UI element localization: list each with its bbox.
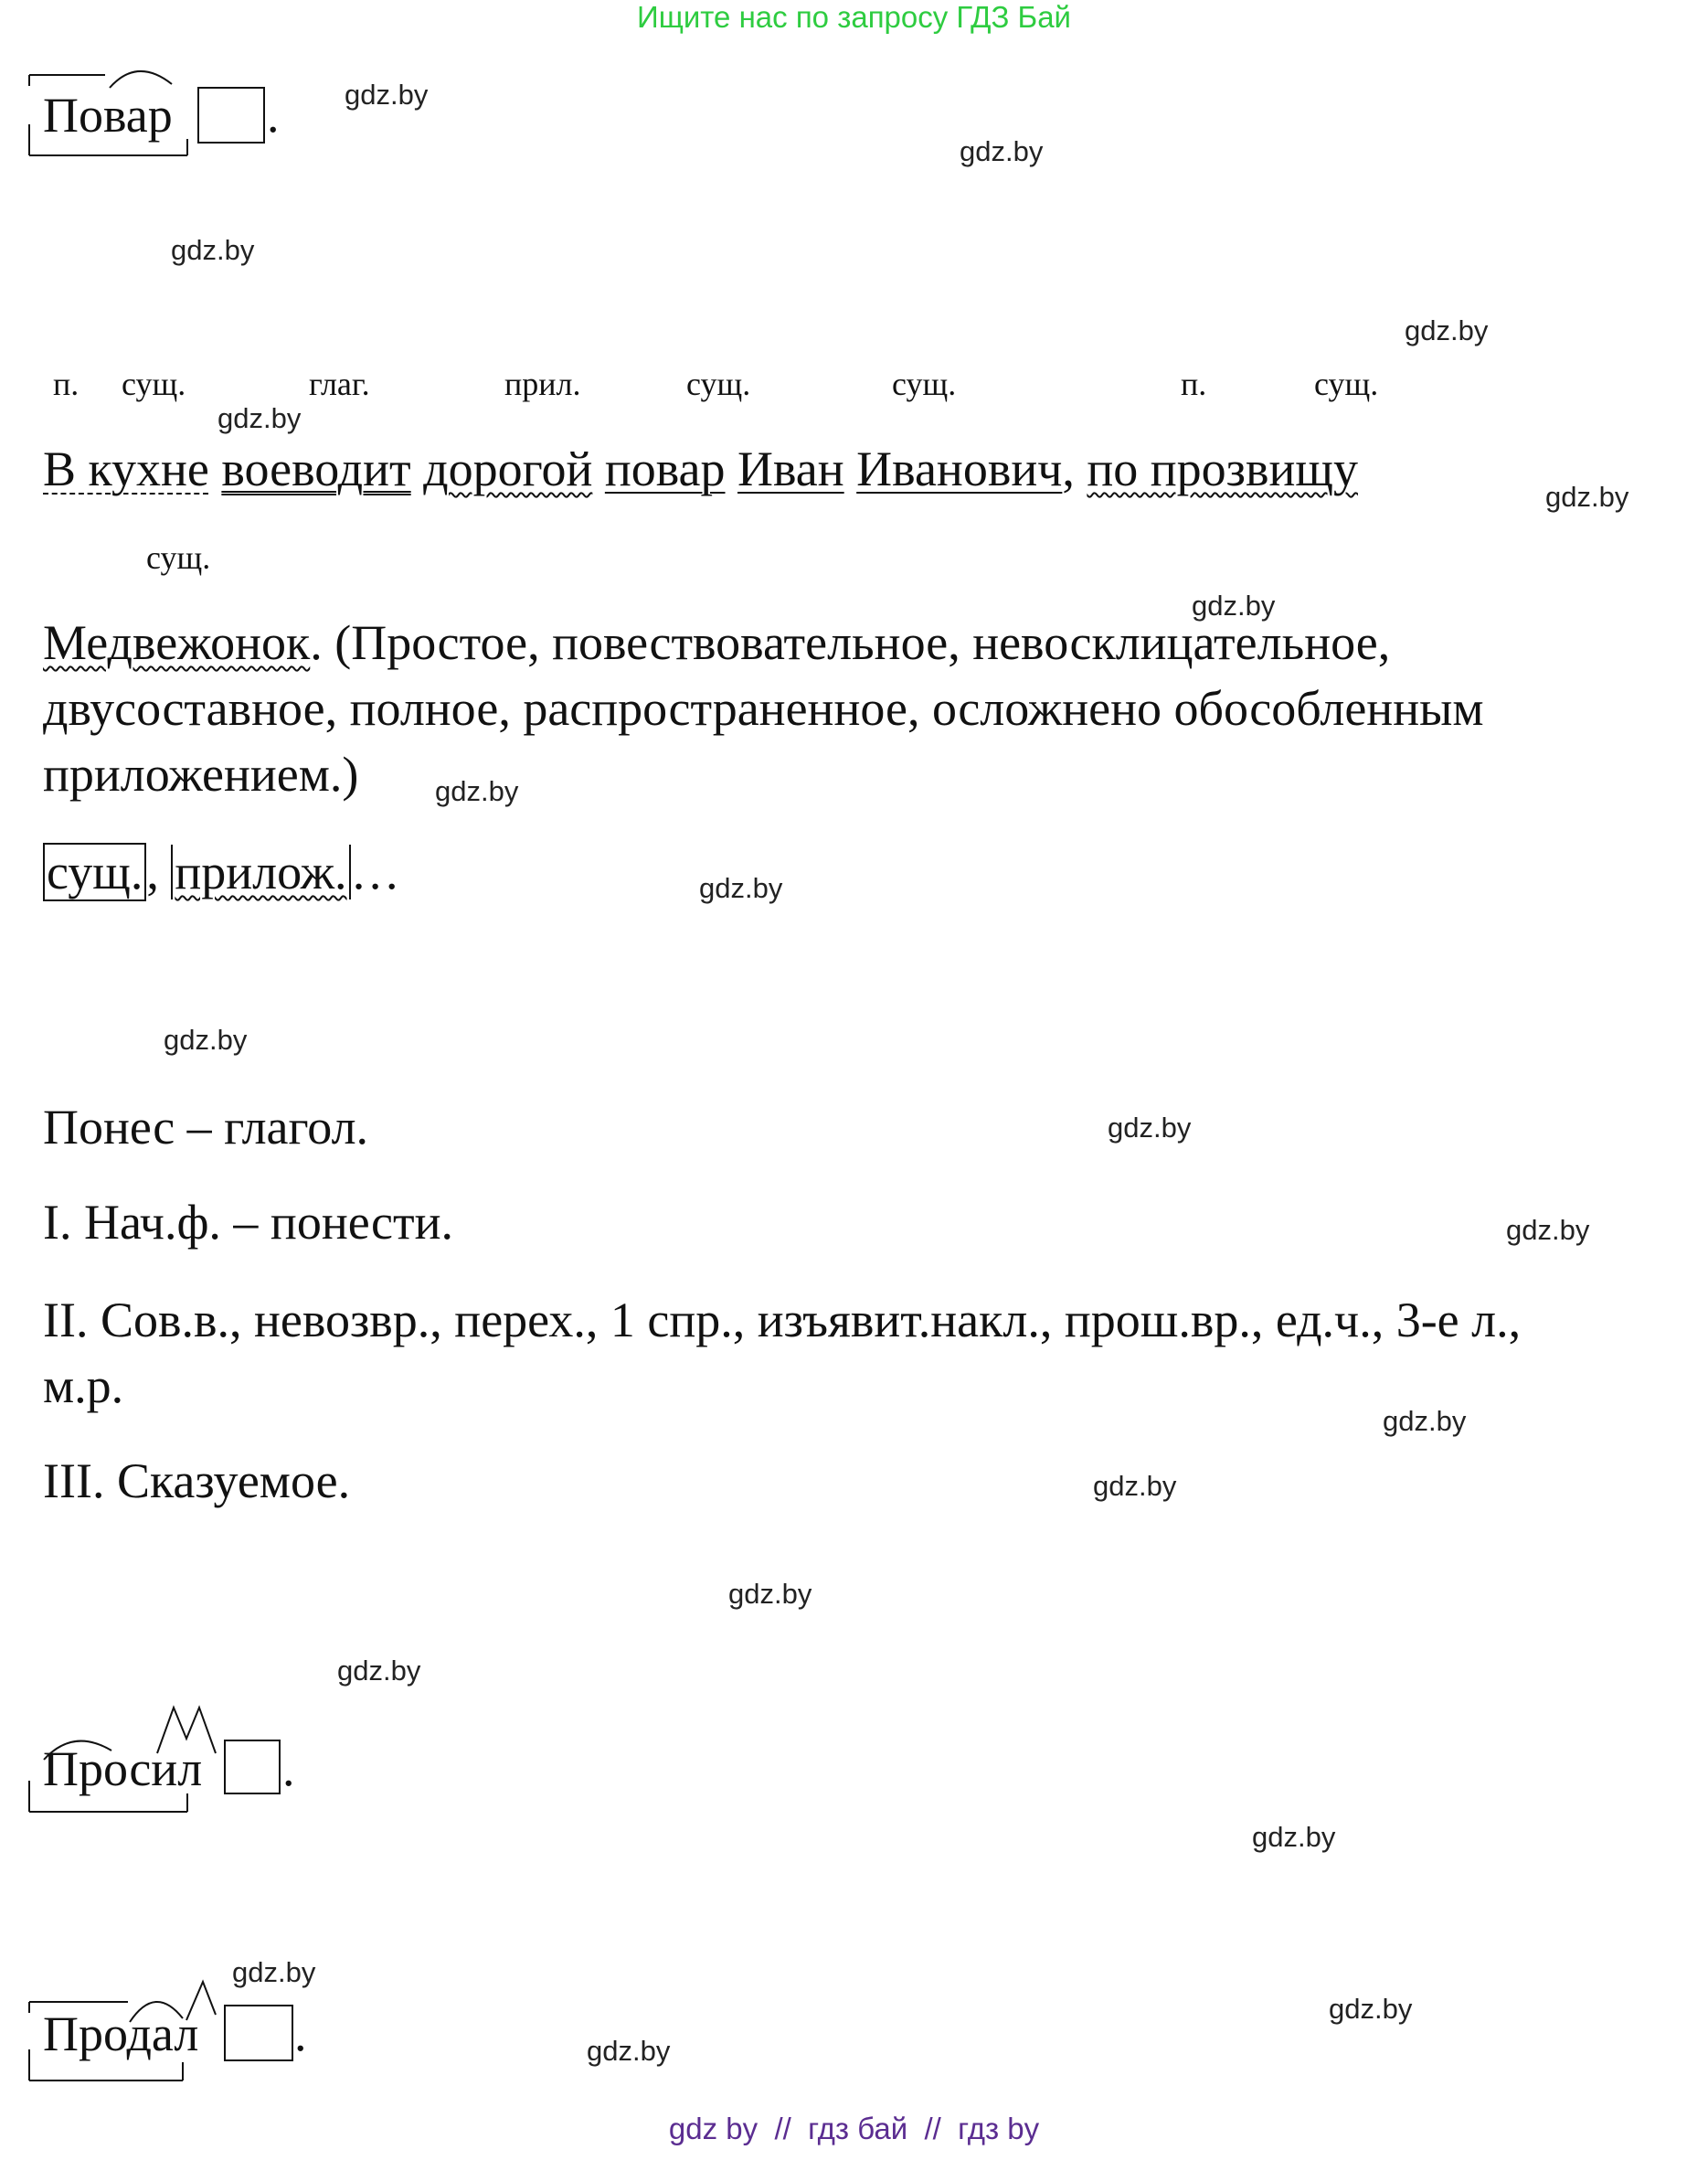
watermark: gdz.by	[164, 1024, 248, 1056]
attribute-po-prozvishchu: по прозвищу	[1087, 442, 1358, 496]
schema-word: Продал	[43, 2006, 199, 2061]
predicate-voevodit: воеводит	[221, 442, 411, 496]
subject-povar: повар	[604, 442, 726, 496]
appositive-ivanovich: Иванович	[856, 442, 1063, 496]
watermark: gdz.by	[171, 234, 255, 266]
watermark: gdz.by	[1383, 1405, 1467, 1437]
morph-point-2: II. Сов.в., невозвр., перех., 1 спр., изъявит.накл., прош.вр., ед.ч., 3-е л.,	[43, 1293, 1522, 1347]
morph-title: Понес – глагол.	[43, 1100, 369, 1155]
schema-word: Просил	[43, 1741, 203, 1796]
sentence-characteristics-start: . (Простое, повествовательное, невосклицательное,	[310, 615, 1391, 670]
watermark: gdz.by	[1252, 1821, 1336, 1853]
watermark: gdz.by	[728, 1578, 812, 1610]
watermark: gdz.by	[337, 1655, 421, 1687]
header-search-hint: Ищите нас по запросу ГДЗ Бай	[637, 0, 1071, 34]
watermark: gdz.by	[345, 79, 429, 111]
pattern-separator: ,	[146, 845, 159, 899]
pattern-appositive: прилож.	[171, 845, 350, 899]
pos-label: п.	[53, 366, 80, 402]
pos-label: п.	[1181, 366, 1207, 402]
pos-label: глаг.	[309, 366, 370, 402]
sentence-line-1	[43, 444, 1358, 494]
sentence-line-3: двусоставное, полное, распространенное, осложнено обособленным	[43, 681, 1484, 736]
watermark: gdz.by	[1405, 314, 1489, 346]
watermark: gdz.by	[217, 402, 302, 434]
morph-point-1: I. Нач.ф. – понести.	[43, 1195, 454, 1250]
appositive-ivan: Иван	[737, 442, 844, 496]
comma: ,	[1062, 442, 1075, 496]
sentence-line-2	[43, 615, 1391, 670]
watermark: gdz.by	[1506, 1214, 1590, 1246]
schema-punct: .	[282, 1741, 295, 1796]
watermark: gdz.by	[435, 775, 519, 807]
watermark: gdz.by	[587, 2035, 671, 2067]
morph-point-3: III. Сказуемое.	[43, 1453, 351, 1508]
pos-label: сущ.	[686, 366, 751, 402]
schema-punct: .	[294, 2006, 307, 2061]
watermark: gdz.by	[1108, 1112, 1192, 1144]
sentence-pattern	[43, 847, 400, 897]
pos-label: сущ.	[892, 366, 957, 402]
pos-label: прил.	[504, 366, 581, 402]
attribute-dorogoy: дорогой	[423, 442, 593, 496]
pos-label: сущ.	[1314, 366, 1379, 402]
watermark: gdz.by	[232, 1956, 316, 1988]
watermark: gdz.by	[960, 135, 1044, 167]
adverbial-v-kukhne: В кухне	[43, 442, 209, 496]
pos-label-second-line: сущ.	[146, 539, 211, 576]
watermark: gdz.by	[1329, 1993, 1413, 2025]
attribute-medvezhonok: Медвежонок	[43, 615, 311, 670]
sentence-line-4: приложением.)	[43, 747, 359, 802]
schema-word: Повар	[43, 88, 173, 143]
pattern-noun-box: сущ.	[43, 843, 146, 901]
footer-links: gdz by // гдз бай // гдз by	[668, 2112, 1040, 2145]
schema-punct: .	[267, 88, 280, 143]
watermark: gdz.by	[699, 872, 783, 904]
watermark: gdz.by	[1093, 1470, 1177, 1502]
morph-point-2-cont: м.р.	[43, 1358, 124, 1413]
watermark: gdz.by	[1545, 481, 1629, 513]
pos-label: сущ.	[122, 366, 186, 402]
word-schema-prodal	[0, 0, 1, 1]
pattern-ellipsis: …	[350, 845, 400, 899]
watermark: gdz.by	[1192, 590, 1276, 622]
